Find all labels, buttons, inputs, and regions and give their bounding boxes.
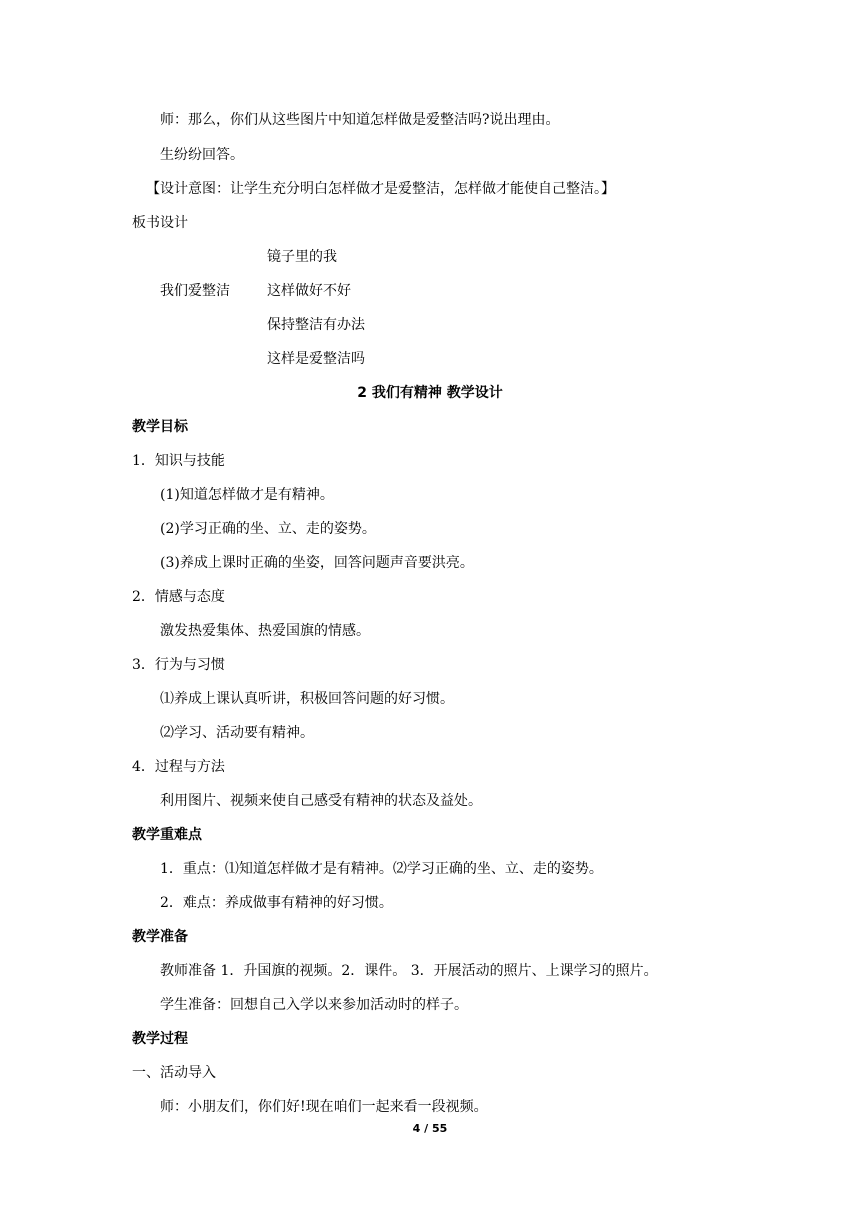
paragraph: 学生准备：回想自己入学以来参加活动时的样子。 xyxy=(160,997,468,1013)
subsection-title: 4．过程与方法 xyxy=(132,759,225,775)
subsection-title: 1．知识与技能 xyxy=(132,453,225,469)
list-item: 2．难点：养成做事有精神的好习惯。 xyxy=(160,895,393,911)
paragraph: 师：那么，你们从这些图片中知道怎样做是爱整洁吗?说出理由。 xyxy=(160,112,560,128)
board-design-item: 保持整洁有办法 xyxy=(267,317,365,333)
design-intent-note: 【设计意图：让学生充分明白怎样做才是爱整洁，怎样做才能使自己整洁。】 xyxy=(146,181,615,197)
list-item: (2)学习正确的坐、立、走的姿势。 xyxy=(160,521,376,537)
page-number: 4 / 55 xyxy=(412,1122,448,1135)
paragraph: 利用图片、视频来使自己感受有精神的状态及益处。 xyxy=(160,793,482,809)
list-item: (1)知道怎样做才是有精神。 xyxy=(160,487,334,503)
paragraph: 教师准备 1．升国旗的视频。2．课件。 3．开展活动的照片、上课学习的照片。 xyxy=(160,963,658,979)
list-item: ⑵学习、活动要有精神。 xyxy=(160,725,314,741)
section-heading-process: 教学过程 xyxy=(132,1031,188,1047)
list-item: (3)养成上课时正确的坐姿，回答问题声音要洪亮。 xyxy=(160,555,474,571)
board-design-item: 这样是爱整洁吗 xyxy=(267,351,365,367)
list-item: ⑴养成上课认真听讲，积极回答问题的好习惯。 xyxy=(160,691,454,707)
subsection-title: 一、活动导入 xyxy=(132,1065,216,1081)
subsection-title: 3．行为与习惯 xyxy=(132,657,225,673)
board-design-item: 这样做好不好 xyxy=(267,283,351,299)
board-design-main-label: 我们爱整洁 xyxy=(160,283,230,299)
paragraph: 生纷纷回答。 xyxy=(160,147,244,163)
board-design-item: 镜子里的我 xyxy=(267,249,337,265)
paragraph: 师：小朋友们，你们好!现在咱们一起来看一段视频。 xyxy=(160,1099,488,1115)
list-item: 1．重点：⑴知道怎样做才是有精神。⑵学习正确的坐、立、走的姿势。 xyxy=(160,861,603,877)
section-heading-preparation: 教学准备 xyxy=(132,929,188,945)
board-design-heading: 板书设计 xyxy=(132,215,188,231)
lesson-title: 2 我们有精神 教学设计 xyxy=(357,385,503,401)
paragraph: 激发热爱集体、热爱国旗的情感。 xyxy=(160,623,370,639)
section-heading-objectives: 教学目标 xyxy=(132,419,188,435)
section-heading-key-points: 教学重难点 xyxy=(132,827,202,843)
subsection-title: 2．情感与态度 xyxy=(132,589,225,605)
